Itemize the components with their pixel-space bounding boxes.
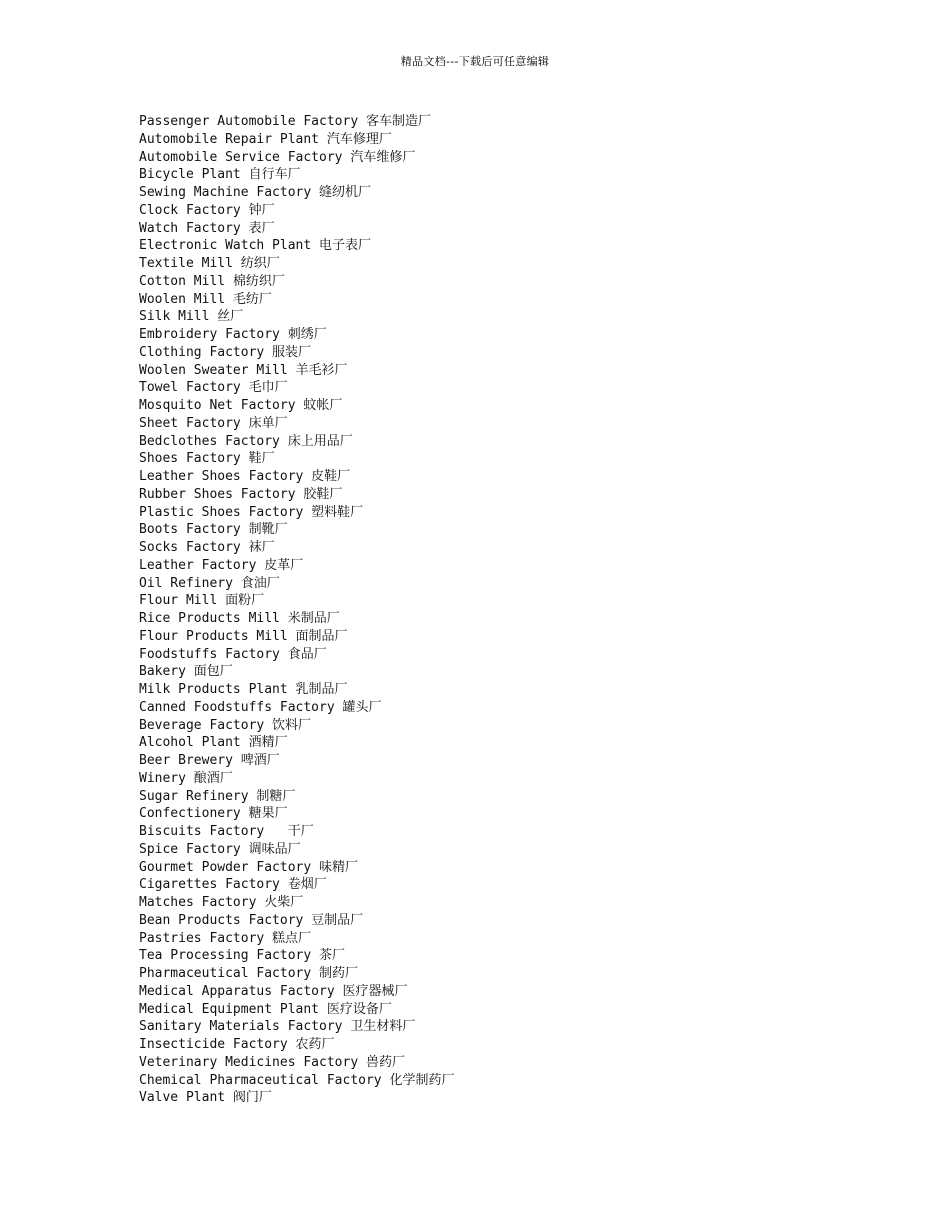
term-line: Leather Factory 皮革厂 [139, 557, 304, 573]
term-line: Clock Factory 钟厂 [139, 202, 275, 218]
term-line: Flour Mill 面粉厂 [139, 593, 265, 609]
term-line: Bedclothes Factory 床上用品厂 [139, 433, 353, 449]
term-line: Rice Products Mill 米制品厂 [139, 611, 340, 626]
term-line: Shoes Factory 鞋厂 [139, 451, 275, 467]
term-line: Oil Refinery 食油厂 [139, 575, 280, 591]
term-line: Gourmet Powder Factory 味精厂 [139, 859, 359, 875]
term-line: Plastic Shoes Factory 塑料鞋厂 [139, 504, 364, 520]
term-line: Flour Products Mill 面制品厂 [139, 628, 348, 644]
term-line: Beer Brewery 啤酒厂 [139, 753, 280, 768]
factory-term-list [139, 113, 454, 1107]
term-line: Pastries Factory 糕点厂 [139, 930, 312, 946]
term-line: Bean Products Factory 豆制品厂 [139, 912, 364, 928]
term-line: Sewing Machine Factory 缝纫机厂 [139, 185, 372, 200]
term-line: Spice Factory 调味品厂 [139, 841, 301, 857]
term-line: Matches Factory 火柴厂 [139, 895, 304, 910]
term-line: Winery 酿酒厂 [139, 770, 233, 786]
term-line: Chemical Pharmaceutical Factory 化学制药厂 [139, 1072, 455, 1088]
term-line: Sheet Factory 床单厂 [139, 415, 288, 431]
term-line: Sugar Refinery 制糖厂 [139, 788, 296, 804]
term-line: Pharmaceutical Factory 制药厂 [139, 966, 359, 981]
term-line: Bicycle Plant 自行车厂 [139, 167, 301, 183]
term-line: Automobile Repair Plant 汽车修理厂 [139, 131, 392, 147]
term-line: Watch Factory 表厂 [139, 220, 275, 236]
term-line: Beverage Factory 饮料厂 [139, 717, 312, 733]
term-line: Cotton Mill 棉纺织厂 [139, 273, 285, 289]
term-line: Passenger Automobile Factory 客车制造厂 [139, 114, 431, 129]
term-line: Clothing Factory 服装厂 [139, 344, 312, 360]
term-line: Alcohol Plant 酒精厂 [139, 735, 288, 751]
term-line: Tea Processing Factory 茶厂 [139, 948, 346, 964]
term-line: Automobile Service Factory 汽车维修厂 [139, 149, 416, 165]
term-line: Veterinary Medicines Factory 兽药厂 [139, 1054, 405, 1070]
term-line: Confectionery 糖果厂 [139, 806, 288, 822]
term-line: Woolen Sweater Mill 羊毛衫厂 [139, 362, 348, 378]
term-line: Medical Apparatus Factory 医疗器械厂 [139, 983, 408, 999]
term-line: Towel Factory 毛巾厂 [139, 380, 288, 396]
term-line: Insecticide Factory 农药厂 [139, 1037, 335, 1052]
term-line: Woolen Mill 毛纺厂 [139, 291, 272, 307]
page-header: 精品文档---下载后可任意编辑 [400, 55, 550, 68]
term-line: Canned Foodstuffs Factory 罐头厂 [139, 699, 382, 715]
term-line: Mosquito Net Factory 蚊帐厂 [139, 398, 343, 413]
term-line: Medical Equipment Plant 医疗设备厂 [139, 1001, 392, 1017]
term-line: Valve Plant 阀门厂 [139, 1090, 272, 1106]
term-line: Bakery 面包厂 [139, 664, 233, 680]
term-line: Socks Factory 袜厂 [139, 540, 275, 555]
term-line: Rubber Shoes Factory 胶鞋厂 [139, 486, 343, 502]
term-line: Foodstuffs Factory 食品厂 [139, 646, 327, 662]
term-line: Cigarettes Factory 卷烟厂 [139, 877, 327, 893]
term-line: Silk Mill 丝厂 [139, 309, 244, 325]
term-line: Electronic Watch Plant 电子表厂 [139, 238, 372, 254]
term-line: Textile Mill 纺织厂 [139, 256, 280, 271]
term-line: Sanitary Materials Factory 卫生材料厂 [139, 1019, 416, 1035]
term-line: Embroidery Factory 刺绣厂 [139, 327, 327, 342]
term-line: Boots Factory 制靴厂 [139, 522, 288, 538]
term-line: Biscuits Factory 干厂 [139, 824, 314, 839]
term-line: Leather Shoes Factory 皮鞋厂 [139, 469, 351, 484]
term-line: Milk Products Plant 乳制品厂 [139, 682, 348, 697]
